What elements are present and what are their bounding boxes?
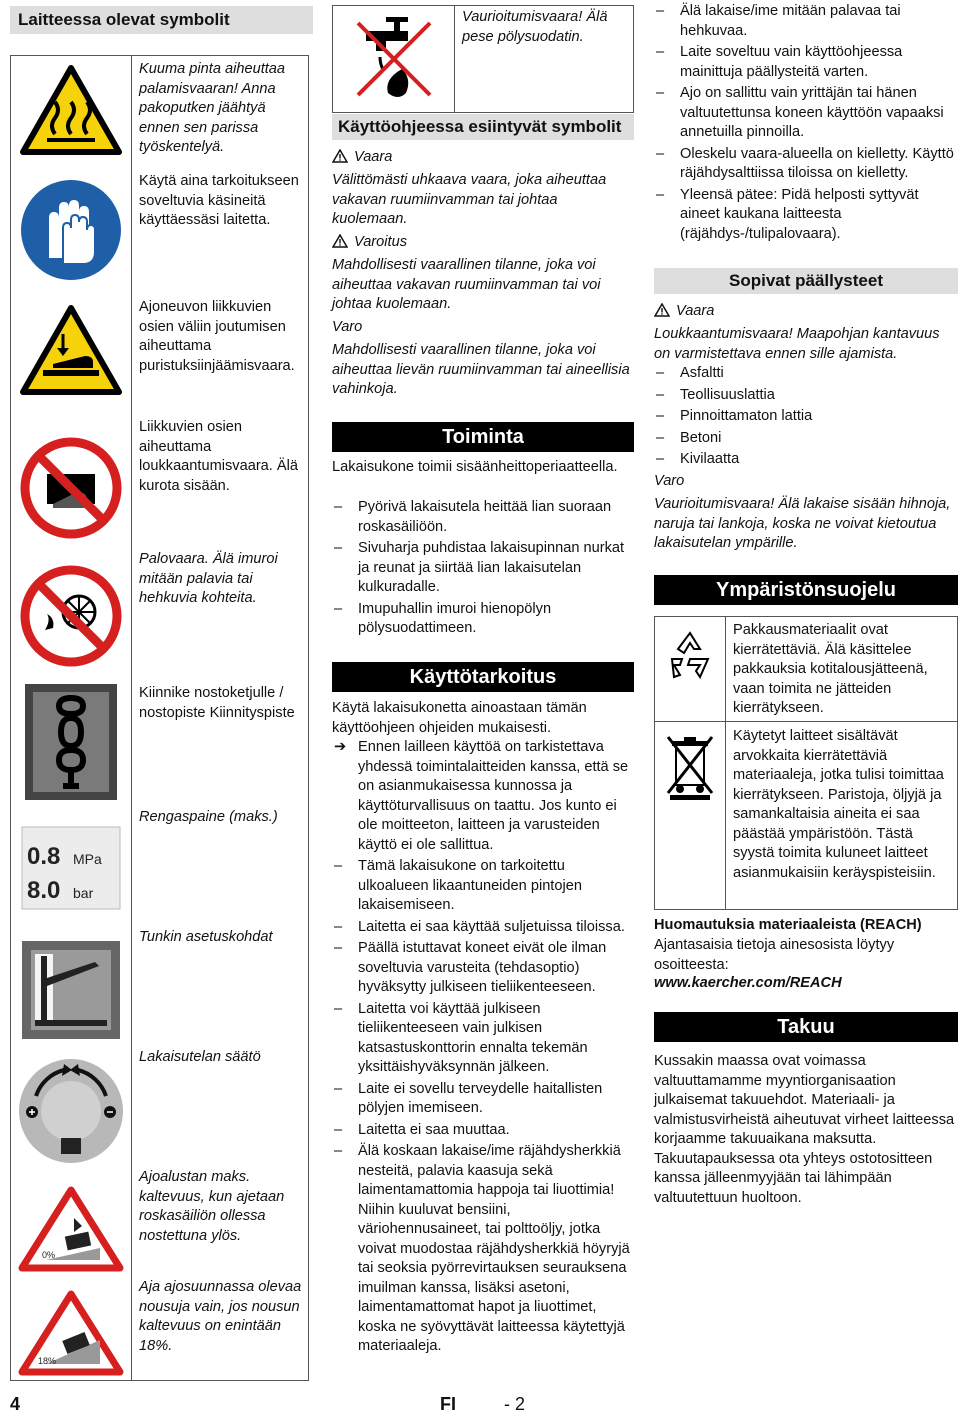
toiminta-list: [332, 498, 634, 639]
list-item: – Pinnoittamaton lattia: [654, 407, 958, 427]
no-reaching-in-icon: [11, 436, 131, 540]
no-washing-filter-icon: [333, 6, 455, 112]
protective-gloves-icon: [11, 178, 131, 282]
env-text: Käytetyt laitteet sisältävät arvokkaita kierrätettäviä materiaaleja, jotka tulisi toimittaa kierrätykseen. Paristoja, öljyjä ja samankaltaisia aineita ei saa päästää ympäristöön. Tästä syystä toimita kuluneet laitteet asianmukaisiin keräyspisteisiin.: [733, 728, 944, 881]
tyre-pressure-icon: [11, 826, 131, 910]
arrow-right-icon: ➔: [334, 739, 347, 755]
symbol-text: Kuuma pinta aiheuttaa palamisvaaran! Anna pakoputken jäähtyä ennen sen parissa työskentelyä.: [139, 61, 286, 155]
toiminta-heading: Toiminta: [332, 422, 634, 452]
top-list: [654, 2, 958, 244]
manual-symbols-heading: Käyttöohjeessa esiintyvät symbolit: [332, 114, 634, 140]
list-item: – Laitetta ei saa käyttää suljetuissa tiloissa.: [332, 918, 634, 938]
list-item: – Yleensä pätee: Pidä helposti syttyvät aineet kaukana laitteesta (räjähdys-/tulipalovaara).: [654, 186, 958, 245]
warning-triangle-icon: [332, 234, 348, 248]
symbol-text: Liikkuvien osien aiheuttama loukkaantumisvaara. Älä kurota sisään.: [139, 419, 298, 494]
vaara-text: Välittömästi uhkaava vaara, joka aiheuttaa vakavan ruumiinvamman tai johtaa kuolemaan.: [332, 172, 607, 227]
page-code: - 2: [504, 1394, 526, 1414]
list-item: – Laite ei sovellu terveydelle haitallisten pölyjen imemiseen.: [332, 1080, 634, 1119]
vaara-label: Vaara: [332, 148, 634, 168]
list-item: – Pyörivä lakaisutela heittää lian suoraan roskasäiliöön.: [332, 498, 634, 537]
varoitus-label: Varoitus: [332, 233, 634, 253]
varo-label: Varo: [332, 319, 363, 335]
arrow-item: ➔ Ennen lailleen käyttöä on tarkistettava yhdessä toimintalaitteiden kanssa, että se on asianmukaisessa kunnossa ja käyttöturvallisuus on taattu. Jos kunto ei ole moitteeton, laitteen ja varusteiden käyttö ei ole sallittua.: [334, 739, 629, 853]
vaara-label: Vaara: [654, 302, 958, 322]
reach-heading: Huomautuksia materiaaleista (REACH): [654, 917, 922, 933]
environment-table: [654, 616, 958, 910]
symbol-text: Ajoalustan maks. kaltevuus, kun ajetaan roskasäiliön ollessa nostettuna ylös.: [139, 1169, 285, 1244]
symbol-text: Kiinnike nostoketjulle / nostopiste Kiinnityspiste: [139, 685, 295, 721]
tyre-mpa-value: 0.8: [27, 843, 61, 870]
list-item: – Laitetta ei saa muuttaa.: [332, 1121, 634, 1141]
takuu-heading: Takuu: [654, 1012, 958, 1042]
usage-list: [332, 738, 634, 1357]
tyre-bar-value: 8.0: [27, 877, 61, 904]
symbols-column: [10, 6, 313, 34]
warning-triangle-icon: [654, 303, 670, 317]
symbol-text: Käytä aina tarkoitukseen soveltuvia käsineitä käyttäessäsi laitetta.: [139, 173, 299, 228]
page-number-left: 4: [10, 1394, 21, 1414]
varo-text: Mahdollisesti vaarallinen tilanne, joka voi aiheuttaa lievän ruumiinvamman tai aineellisia vahinkoja.: [332, 342, 630, 397]
brush-adjust-dial-icon: [11, 1056, 131, 1166]
filter-symbol-text: Vaurioitumisvaara! Älä pese pölysuodatin.: [462, 9, 608, 45]
list-item: – Laite soveltuu vain käyttöohjeessa mainittuja päällysteitä varten.: [654, 43, 958, 82]
tyre-mpa-unit: MPa: [73, 851, 102, 867]
symbols-table: [10, 55, 309, 1381]
toiminta-intro: Lakaisukone toimii sisäänheittoperiaatteella.: [332, 459, 618, 475]
list-item: – Asfaltti: [654, 364, 958, 384]
recycling-icon: [657, 625, 723, 685]
crossed-bin-icon: [657, 731, 723, 801]
jack-point-icon: [11, 940, 131, 1040]
slope-0-percent-icon: [11, 1184, 131, 1274]
varo-text: Vaurioitumisvaara! Älä lakaise sisään hihnoja, naruja tai lankoja, koska ne voivat kietoutua lakaisutelan ympärille.: [654, 496, 951, 551]
tyre-bar-unit: bar: [73, 885, 94, 901]
takuu-text: Kussakin maassa ovat voimassa valtuuttamamme myyntiorganisaation julkaisemat takuuehdot. Materiaali- ja valmistusvirheistä aiheutuvat virheet laitteessa korjaamme takuuaikana maksutta. Takuutapauksessa ota yhteys ostotositteen kanssa jälleenmyyjään tai lähimpään valtuutettuun huoltoon.: [654, 1053, 955, 1206]
vaara-text: Loukkaantumisvaara! Maapohjan kantavuus on varmistettava ennen sille ajamista.: [654, 326, 940, 362]
list-item: – Älä lakaise/ime mitään palavaa tai hehkuvaa.: [654, 2, 958, 41]
filter-symbol-box: [332, 5, 634, 113]
symbols-heading: Laitteessa olevat symbolit: [10, 6, 313, 34]
list-item: – Oleskelu vaara-alueella on kielletty. Käyttö räjähdysalttiissa tiloissa on kielletty.: [654, 145, 958, 184]
symbol-text: Lakaisutelan säätö: [139, 1049, 261, 1065]
warning-triangle-icon: [332, 149, 348, 163]
symbol-text: Palovaara. Älä imuroi mitään palavia tai hehkuvia kohteita.: [139, 551, 278, 606]
chain-lifting-point-icon: [11, 682, 131, 802]
reach-text: Ajantasaisia tietoja ainesosista löytyy osoitteesta:: [654, 937, 895, 973]
language-code: FI: [440, 1394, 456, 1414]
symbol-text: Ajoneuvon liikkuvien osien väliin joutumisen aiheuttama puristuksiinjäämisvaara.: [139, 299, 295, 374]
reach-link[interactable]: www.kaercher.com/REACH: [654, 975, 842, 991]
no-burning-material-icon: [11, 564, 131, 668]
list-item: – Laitetta voi käyttää julkiseen tieliikenteeseen vain julkisen katsastuskonttorin ennalta tekemän yksittäishyväksynnän jälkeen.: [332, 1000, 634, 1078]
slope-0-label: 0%: [42, 1250, 56, 1260]
symbol-text: Rengaspaine (maks.): [139, 809, 278, 825]
slope-18-label: 18%: [38, 1356, 57, 1366]
environment-heading: Ympäristönsuojelu: [654, 575, 958, 605]
crush-hand-warning-icon: [11, 304, 131, 396]
list-item: – Imupuhallin imuroi hienopölyn pölysuodattimeen.: [332, 600, 634, 639]
list-item: – Sivuharja puhdistaa lakaisupinnan nurkat ja reunat ja siirtää lian lakaisutelan kulkuradalle.: [332, 539, 634, 598]
list-item: – Päällä istuttavat koneet eivät ole ilman soveltuvia varusteita (tehdasoptio) hyväksytty julkiseen tieliikenteeseen.: [332, 939, 634, 998]
list-item: – Teollisuuslattia: [654, 386, 958, 406]
varoitus-text: Mahdollisesti vaarallinen tilanne, joka voi aiheuttaa vakavan ruumiinvamman tai voi johtaa kuolemaan.: [332, 257, 601, 312]
kayttotarkoitus-heading: Käyttötarkoitus: [332, 662, 634, 692]
list-item: – Älä koskaan lakaise/ime räjähdysherkkiä nesteitä, palavia kaasuja sekä laimentamattomia happoja tai liuottimia! Niihin kuuluvat bensiini, väriohennusaineet, tai polttoöljy, jotka voivat muodostaa räjähdysherkkiä höyryjä tai seoksia pyörrevirtauksen seurauksena imuilman kanssa, lisäksi asetoni, laimentamattomat hapot ja liuottimet, koska ne syövyttävät laitteessa käytettyjä materiaaleja.: [332, 1142, 634, 1357]
list-item: – Kivilaatta: [654, 450, 958, 470]
surfaces-list: [654, 364, 958, 470]
list-item: – Betoni: [654, 429, 958, 449]
env-text: Pakkausmateriaalit ovat kierrätettäviä. Älä käsittelee pakkauksia kotitalousjätteenä, vaan toimita ne jätteiden kierrätykseen.: [733, 622, 928, 716]
list-item: – Tämä lakaisukone on tarkoitettu ulkoalueen likaantuneiden pintojen lakaisemiseen.: [332, 857, 634, 916]
hot-surface-icon: [11, 64, 131, 156]
slope-18-percent-icon: [11, 1288, 131, 1378]
kayttotarkoitus-intro: Käytä lakaisukonetta ainoastaan tämän käyttöohjeen ohjeiden mukaisesti.: [332, 700, 587, 736]
varo-label: Varo: [654, 473, 685, 489]
list-item: – Ajo on sallittu vain yrittäjän tai hänen valtuutettunsa koneen käyttöön vapaaksi annetuilla pinnoilla.: [654, 84, 958, 143]
surfaces-heading: Sopivat päällysteet: [654, 268, 958, 294]
symbol-text: Aja ajosuunnassa olevaa nousuja vain, jos nousun kaltevuus on enintään 18%.: [139, 1279, 302, 1354]
symbol-text: Tunkin asetuskohdat: [139, 929, 273, 945]
